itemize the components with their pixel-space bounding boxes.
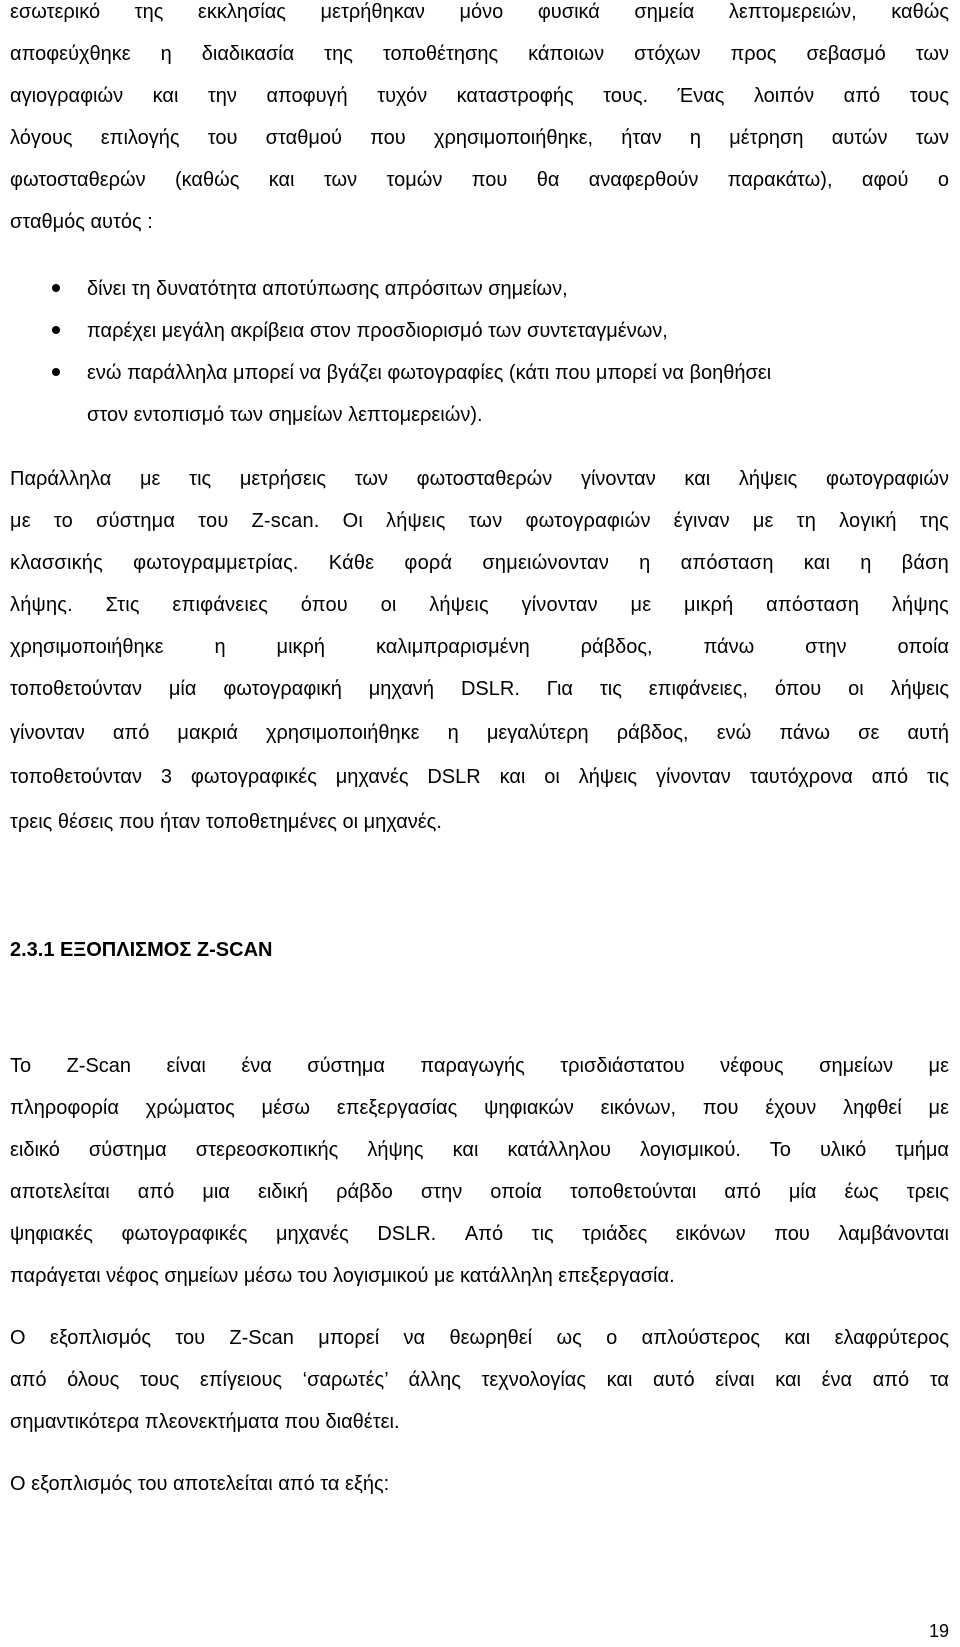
paragraph-line: κλασσικής φωτογραμμετρίας. Κάθε φορά σημειώνονταν η απόσταση και η βάση [10, 552, 949, 574]
paragraph-line: Το Z-Scan είναι ένα σύστημα παραγωγής τρισδιάστατου νέφους σημείων με [10, 1055, 949, 1077]
paragraph-line: χρησιμοποιήθηκε η μικρή καλιμπραρισμένη ράβδος, πάνω στην οποία [10, 636, 949, 658]
bullet-icon [52, 368, 60, 376]
bullet-text: στον εντοπισμό των σημείων λεπτομερειών). [87, 404, 483, 426]
paragraph-line: Ο εξοπλισμός του Z-Scan μπορεί να θεωρηθεί ως ο απλούστερος και ελαφρύτερος [10, 1327, 949, 1349]
section-heading: 2.3.1 ΕΞΟΠΛΙΣΜΟΣ Z-SCAN [10, 939, 273, 961]
paragraph-line: γίνονταν από μακριά χρησιμοποιήθηκε η μεγαλύτερη ράβδος, ενώ πάνω σε αυτή [10, 722, 949, 744]
paragraph-line: αποτελείται από μια ειδική ράβδο στην οποία τοποθετούνται από μία έως τρεις [10, 1181, 949, 1203]
bullet-icon [52, 326, 60, 334]
paragraph-line: σημαντικότερα πλεονεκτήματα που διαθέτει. [10, 1411, 400, 1433]
bullet-text: ενώ παράλληλα μπορεί να βγάζει φωτογραφίες (κάτι που μπορεί να βοηθήσει [87, 362, 772, 384]
paragraph-line: ειδικό σύστημα στερεοσκοπικής λήψης και κατάλληλου λογισμικού. Το υλικό τμήμα [10, 1139, 949, 1161]
bullet-icon [52, 284, 60, 292]
page-number: 19 [928, 1621, 949, 1641]
paragraph-line: αγιογραφιών και την αποφυγή τυχόν καταστροφής τους. Ένας λοιπόν από τους [10, 85, 949, 107]
paragraph-line: λόγους επιλογής του σταθμού που χρησιμοποιήθηκε, ήταν η μέτρηση αυτών των [10, 127, 949, 149]
paragraph-line: λήψης. Στις επιφάνειες όπου οι λήψεις γίνονταν με μικρή απόσταση λήψης [10, 594, 949, 616]
paragraph-line: με το σύστημα του Z-scan. Οι λήψεις των φωτογραφιών έγιναν με τη λογική της [10, 510, 949, 532]
closing-line: Ο εξοπλισμός του αποτελείται από τα εξής: [10, 1473, 390, 1495]
bullet-text: παρέχει μεγάλη ακρίβεια στον προσδιορισμό των συντεταγμένων, [87, 320, 668, 342]
paragraph-line: ψηφιακές φωτογραφικές μηχανές DSLR. Από τις τριάδες εικόνων που λαμβάνονται [10, 1223, 949, 1245]
paragraph-line: τοποθετούνταν 3 φωτογραφικές μηχανές DSLR και οι λήψεις γίνονταν ταυτόχρονα από τις [10, 766, 949, 788]
paragraph-line: τοποθετούνταν μία φωτογραφική μηχανή DSLR. Για τις επιφάνειες, όπου οι λήψεις [10, 678, 949, 700]
paragraph-line: Παράλληλα με τις μετρήσεις των φωτοσταθερών γίνονταν και λήψεις φωτογραφιών [10, 468, 949, 490]
paragraph-line: αποφεύχθηκε η διαδικασία της τοποθέτησης κάποιων στόχων προς σεβασμό των [10, 43, 949, 65]
paragraph-line: φωτοσταθερών (καθώς και των τομών που θα αναφερθούν παρακάτω), αφού ο [10, 169, 949, 191]
paragraph-line: σταθμός αυτός : [10, 211, 153, 233]
paragraph-line: από όλους τους επίγειους ‘σαρωτές’ άλλης τεχνολογίας και αυτό είναι και ένα από τα [10, 1369, 949, 1391]
paragraph-line: παράγεται νέφος σημείων μέσω του λογισμικού με κατάλληλη επεξεργασία. [10, 1265, 675, 1287]
paragraph-line: τρεις θέσεις που ήταν τοποθετημένες οι μηχανές. [10, 811, 442, 833]
paragraph-line: εσωτερικό της εκκλησίας μετρήθηκαν μόνο φυσικά σημεία λεπτομερειών, καθώς [10, 1, 949, 23]
bullet-text: δίνει τη δυνατότητα αποτύπωσης απρόσιτων σημείων, [87, 278, 568, 300]
paragraph-line: πληροφορία χρώματος μέσω επεξεργασίας ψηφιακών εικόνων, που έχουν ληφθεί με [10, 1097, 949, 1119]
